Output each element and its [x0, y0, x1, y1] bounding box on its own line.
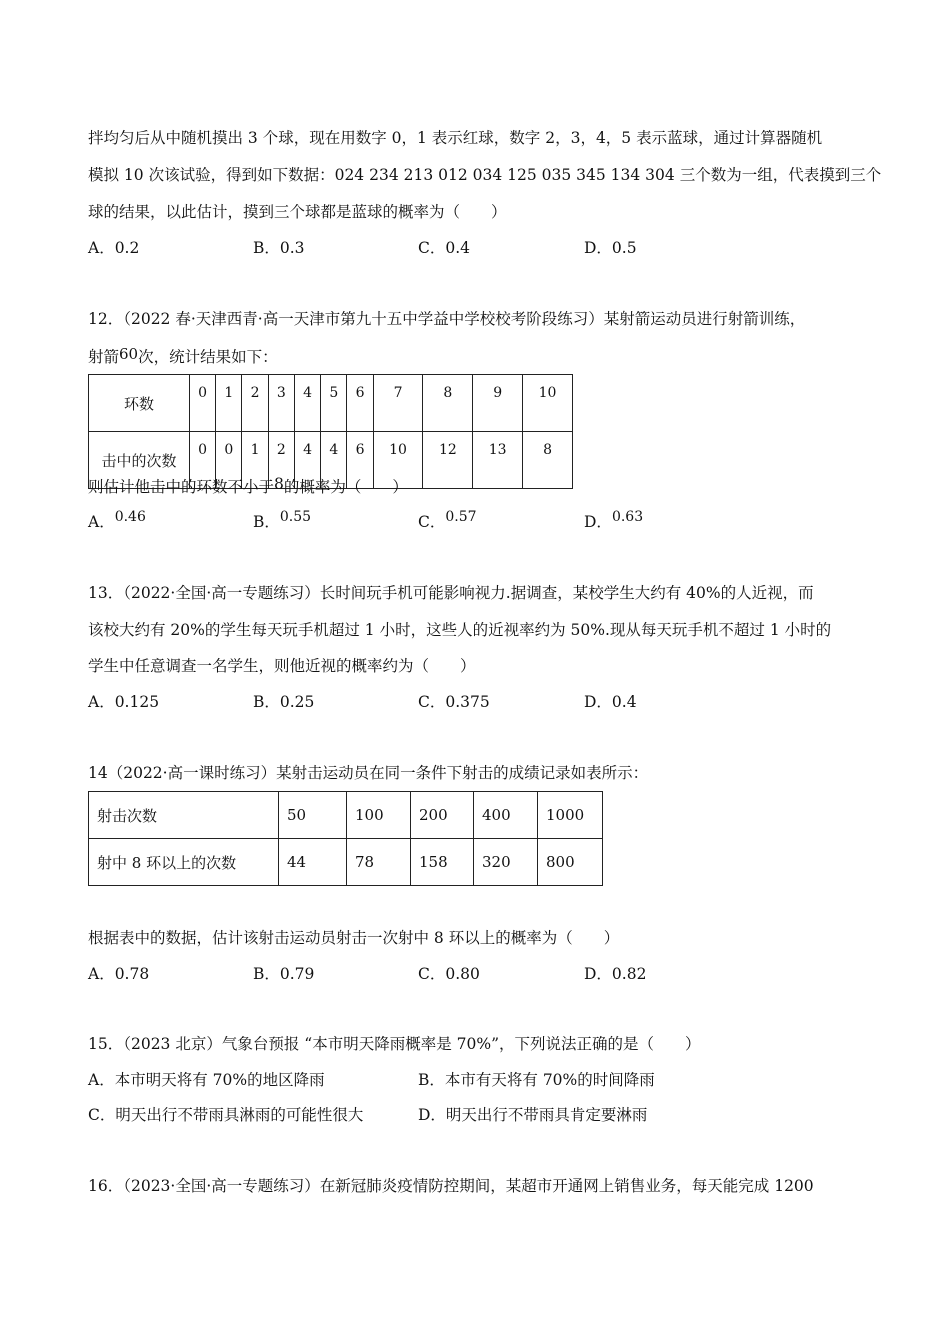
q12-option-a-value: 0.46 [114, 509, 146, 525]
q15-option-b: B．本市有天将有 70%的时间降雨 [418, 1071, 655, 1089]
q11-option-b: B．0.3 [253, 239, 305, 257]
table-row [89, 375, 573, 432]
q14-text-line-1: 14（2022·高一课时练习）某射击运动员在同一条件下射击的成绩记录如表所示： [88, 764, 649, 782]
q12-ring-cell: 8 [423, 375, 473, 432]
q12-ring-cell: 9 [473, 375, 523, 432]
q13-option-a: A．0.125 [88, 693, 160, 711]
q12-ring-cell: 6 [347, 375, 373, 432]
q14-shots-cell: 50 [279, 792, 347, 839]
q14-option-c: C．0.80 [418, 965, 480, 983]
q11-option-c: C．0.4 [418, 239, 471, 257]
q14-shots-cell: 400 [474, 792, 538, 839]
q14-hits-cell: 158 [411, 839, 474, 886]
q15-option-d: D．明天出行不带雨具肯定要淋雨 [418, 1106, 648, 1124]
q12-hit-cell: 10 [373, 432, 423, 489]
q14-option-a: A．0.78 [88, 965, 150, 983]
q13-text-line-3: 学生中任意调查一名学生，则他近视的概率约为（ ） [88, 657, 476, 675]
q12-question-num: 8 [274, 475, 284, 493]
q14-hits-cell: 44 [279, 839, 347, 886]
q12-option-a [88, 509, 146, 533]
q14-shooting-table [88, 791, 603, 886]
q11-option-d: D．0.5 [584, 239, 637, 257]
q12-hit-cell: 0 [190, 432, 216, 489]
q12-line2-post: 次，统计结果如下： [138, 348, 278, 366]
q12-hit-cell: 8 [523, 432, 573, 489]
q14-row-label-hits: 射中 8 环以上的次数 [89, 839, 279, 886]
q12-hit-cell: 0 [216, 432, 242, 489]
q12-hit-cell: 2 [268, 432, 294, 489]
q12-text-line-1: 12．（2022 春·天津西青·高一天津市第九十五中学益中学校校考阶段练习）某射箭运动员进行射箭训练， [88, 310, 806, 328]
q12-text-line-2 [88, 347, 278, 367]
q12-ring-cell: 7 [373, 375, 423, 432]
q15-text-line-1: 15．（2023 北京）气象台预报 “本市明天降雨概率是 70%”，下列说法正确的是（ ） [88, 1035, 701, 1053]
q12-option-d-value: 0.63 [611, 509, 644, 525]
q12-score-table [88, 374, 573, 489]
q12-row-label-rings: 环数 [89, 375, 190, 432]
q12-option-a-letter: A． [88, 513, 115, 531]
q12-ring-cell: 4 [294, 375, 320, 432]
q12-line2-num: 60 [119, 345, 139, 363]
q12-option-c [418, 509, 477, 533]
q12-ring-cell: 10 [523, 375, 573, 432]
q12-question-pre: 则估计他击中的环数不小于 [88, 478, 275, 496]
table-row [89, 792, 603, 839]
q12-hit-cell: 6 [347, 432, 373, 489]
q15-option-c: C．明天出行不带雨具淋雨的可能性很大 [88, 1106, 364, 1124]
q14-shots-cell: 1000 [538, 792, 603, 839]
q12-line2-pre: 射箭 [88, 348, 120, 366]
q12-hit-cell: 1 [242, 432, 268, 489]
q11-text-line-2: 模拟 10 次该试验，得到如下数据：024 234 213 012 034 125 035 345 134 304 三个数为一组，代表摸到三个 [88, 166, 882, 184]
q13-option-b: B．0.25 [253, 693, 315, 711]
q11-text-line-1: 拌均匀后从中随机摸出 3 个球，现在用数字 0，1 表示红球，数字 2，3，4，5 表示蓝球，通过计算器随机 [88, 129, 823, 147]
q12-ring-cell: 2 [242, 375, 268, 432]
q14-row-label-shots: 射击次数 [89, 792, 279, 839]
q11-option-a: A．0.2 [88, 239, 140, 257]
q14-question: 根据表中的数据，估计该射击运动员射击一次射中 8 环以上的概率为（ ） [88, 929, 620, 947]
q12-question-post: 的概率为（ ） [283, 478, 408, 496]
q12-hit-cell: 4 [294, 432, 320, 489]
q12-question [88, 477, 408, 497]
q14-hits-cell: 78 [347, 839, 411, 886]
q12-option-b [253, 509, 312, 533]
q14-option-b: B．0.79 [253, 965, 315, 983]
q14-hits-cell: 800 [538, 839, 603, 886]
q14-option-d: D．0.82 [584, 965, 647, 983]
q12-option-c-letter: C． [418, 513, 446, 531]
q12-ring-cell: 0 [190, 375, 216, 432]
q13-option-d: D．0.4 [584, 693, 637, 711]
table-row [89, 839, 603, 886]
q12-hit-cell: 12 [423, 432, 473, 489]
q12-row-label-hits: 击中的次数 [89, 432, 190, 489]
q12-option-b-letter: B． [253, 513, 280, 531]
q12-ring-cell: 3 [268, 375, 294, 432]
q12-option-b-value: 0.55 [279, 509, 312, 525]
q14-shots-cell: 200 [411, 792, 474, 839]
q11-text-line-3: 球的结果，以此估计，摸到三个球都是蓝球的概率为（ ） [88, 203, 507, 221]
q12-option-d [584, 509, 644, 533]
q13-text-line-1: 13．（2022·全国·高一专题练习）长时间玩手机可能影响视力.据调查，某校学生大约有 40%的人近视，而 [88, 584, 814, 602]
q16-text-line-1: 16．（2023·全国·高一专题练习）在新冠肺炎疫情防控期间，某超市开通网上销售业务，每天能完成 1200 [88, 1177, 814, 1195]
q12-hit-cell: 4 [321, 432, 347, 489]
q15-option-a: A．本市明天将有 70%的地区降雨 [88, 1071, 325, 1089]
q12-ring-cell: 5 [321, 375, 347, 432]
q13-option-c: C．0.375 [418, 693, 490, 711]
q12-option-c-value: 0.57 [445, 509, 477, 525]
q14-hits-cell: 320 [474, 839, 538, 886]
q14-shots-cell: 100 [347, 792, 411, 839]
q13-text-line-2: 该校大约有 20%的学生每天玩手机超过 1 小时，这些人的近视率约为 50%.现从每天玩手机不超过 1 小时的 [88, 621, 832, 639]
q12-ring-cell: 1 [216, 375, 242, 432]
q12-option-d-letter: D． [584, 513, 612, 531]
q12-hit-cell: 13 [473, 432, 523, 489]
